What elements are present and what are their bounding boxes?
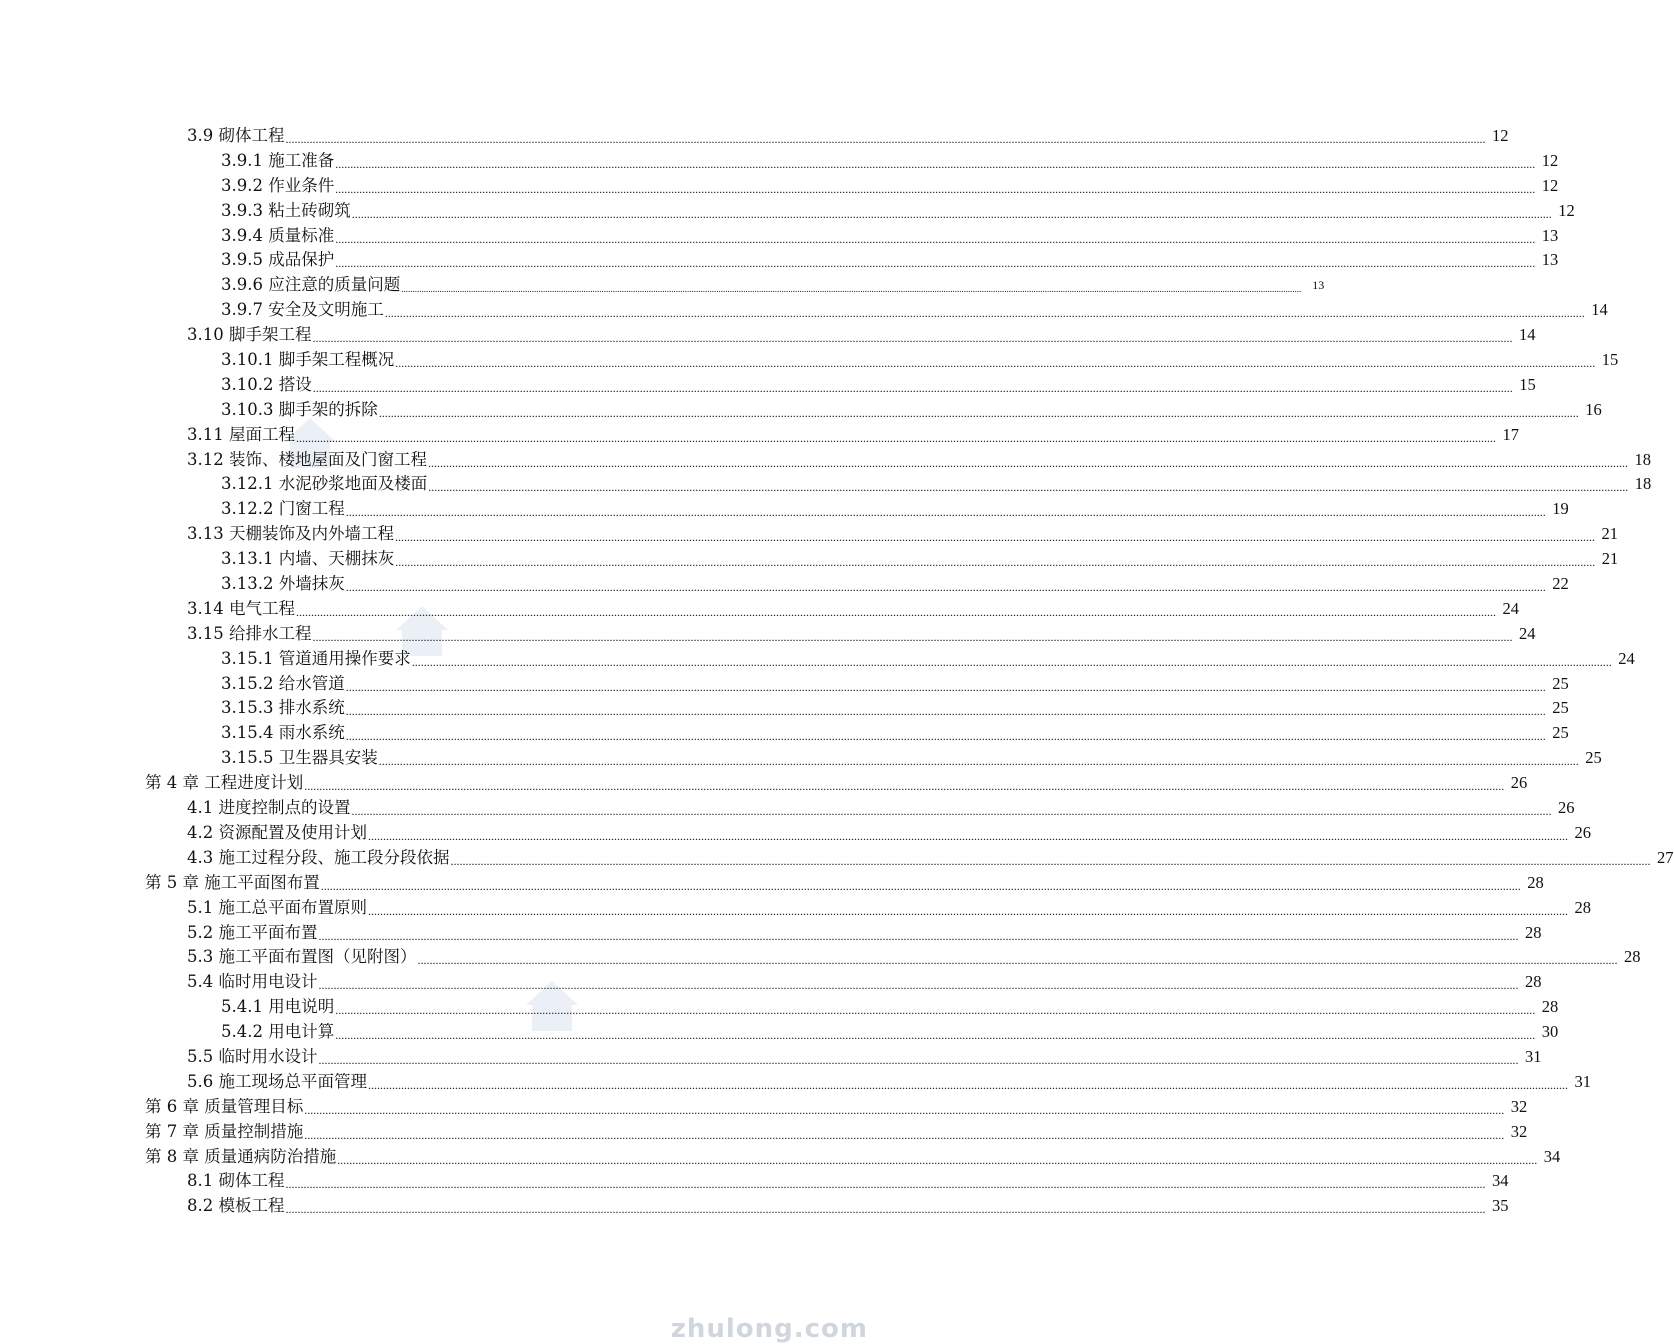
toc-entry-label: 3.9.1 施工准备 (221, 150, 335, 170)
dot-leader: ................................................................................................................................................................................................................................................................................................................................................................................................................ (335, 231, 1536, 246)
dot-leader: ................................................................................................................................................................................................................................................................................................................................................................................................................ (345, 729, 1546, 744)
toc-entry-page: 12 (1492, 126, 1509, 145)
toc-entry[interactable] (0, 248, 1559, 273)
toc-entry[interactable] (0, 945, 1641, 970)
toc-entry[interactable] (0, 696, 1569, 721)
toc-entry[interactable] (0, 448, 1651, 473)
toc-entry[interactable] (0, 846, 1674, 871)
toc-entry-label: 5.4.2 用电计算 (221, 1022, 335, 1042)
toc-entry-label: 3.9.7 安全及文明施工 (221, 300, 384, 320)
toc-entry[interactable] (0, 522, 1618, 547)
toc-entry-label: 3.15.2 给水管道 (221, 673, 345, 693)
toc-entry-label: 3.10 脚手架工程 (187, 325, 312, 345)
toc-entry-label: 3.13 天棚装饰及内外墙工程 (187, 524, 394, 544)
toc-entry-page: 28 (1574, 897, 1591, 917)
toc-entry-page: 18 (1634, 474, 1652, 494)
toc-entry[interactable] (0, 472, 1652, 497)
toc-entry-page: 32 (1510, 1121, 1528, 1141)
dot-leader: ................................................................................................................................................................................................................................................................................................................................................................................................................ (335, 256, 1536, 271)
dot-leader: ................................................................................................................................................................................................................................................................................................................................................................................................................ (384, 306, 1585, 321)
toc-entry-label: 第 8 章 质量通病防治措施 (145, 1146, 337, 1166)
dot-leader: ................................................................................................................................................................................................................................................................................................................................................................................................................ (312, 380, 1513, 395)
toc-entry-page: 28 (1525, 922, 1542, 942)
toc-entry-label: 8.1 砌体工程 (187, 1171, 285, 1191)
toc-entry-label: 8.2 模板工程 (187, 1196, 285, 1216)
toc-entry[interactable] (0, 298, 1608, 323)
toc-entry-page: 26 (1510, 773, 1528, 793)
toc-entry-page: 16 (1585, 399, 1602, 419)
toc-entry-label: 3.9 砌体工程 (187, 126, 285, 145)
toc-entry-page: 25 (1552, 673, 1569, 693)
toc-entry[interactable] (0, 597, 1519, 622)
toc-entry-page: 28 (1525, 972, 1542, 992)
toc-entry-page: 32 (1510, 1096, 1528, 1116)
toc-entry-label: 5.2 施工平面布置 (187, 922, 318, 942)
toc-entry-page: 28 (1624, 947, 1641, 967)
toc-entry-label: 3.13.2 外墙抹灰 (221, 574, 345, 594)
toc-entry-label: 3.14 电气工程 (187, 598, 295, 618)
toc-entry-label: 3.9.4 质量标准 (221, 225, 335, 245)
dot-leader: ................................................................................................................................................................................................................................................................................................................................................................................................................ (295, 430, 1496, 445)
toc-entry[interactable] (0, 124, 1509, 149)
toc-entry[interactable] (0, 373, 1536, 398)
dot-leader: ................................................................................................................................................................................................................................................................................................................................................................................................................ (411, 654, 1612, 669)
toc-entry-page: 25 (1552, 698, 1569, 718)
toc-entry[interactable] (0, 871, 1544, 896)
dot-leader: ................................................................................................................................................................................................................................................................................................................................................................................................................ (304, 779, 1505, 794)
toc-entry[interactable] (0, 1070, 1591, 1095)
dot-leader: ................................................................................................................................................................................................................................................................................................................................................................................................................ (312, 629, 1513, 644)
dot-leader: ................................................................................................................................................................................................................................................................................................................................................................................................................ (417, 953, 1618, 968)
dot-leader: ................................................................................................................................................................................................................................................................................................................................................................................................................ (450, 853, 1651, 868)
toc-entry[interactable] (0, 497, 1569, 522)
toc-entry-page: 31 (1525, 1046, 1542, 1066)
toc-entry[interactable] (0, 423, 1519, 448)
dot-leader: ................................................................................................................................................................................................................................................................................................................................................................................................................ (368, 828, 1568, 843)
dot-leader: ................................................................................................................................................................................................................................................................................................................................................................................................................ (427, 455, 1628, 470)
toc-entry-label: 3.12.1 水泥砂浆地面及楼面 (221, 474, 428, 494)
toc-entry-label: 第 7 章 质量控制措施 (145, 1121, 304, 1141)
toc-entry-label: 3.12 装饰、楼地屋面及门窗工程 (187, 449, 427, 469)
dot-leader: ................................................................................................................................................................................................................................................................................................................................................................................................................ (368, 903, 1568, 918)
toc-entry-page: 31 (1574, 1071, 1591, 1091)
toc-entry-page: 12 (1541, 150, 1559, 170)
dot-leader: ................................................................................................................................................................................................................................................................................................................................................................................................................ (304, 1127, 1505, 1142)
dot-leader: ................................................................................................................................................................................................................................................................................................................................................................................................................ (395, 555, 1596, 570)
toc-entry[interactable] (0, 1194, 1509, 1219)
toc-entry[interactable] (0, 921, 1542, 946)
watermark-text: zhulong.com (670, 1314, 868, 1344)
dot-leader: ................................................................................................................................................................................................................................................................................................................................................................................................................ (378, 754, 1579, 769)
toc-entry[interactable] (0, 721, 1569, 746)
toc-entry-page: 13 (1541, 250, 1559, 270)
dot-leader: ................................................................................................................................................................................................................................................................................................................................................................................................................ (318, 928, 1519, 943)
dot-leader: ................................................................................................................................................................................................................................................................................................................................................................................................................ (394, 530, 1595, 545)
toc-entry-label: 5.4.1 用电说明 (221, 997, 335, 1017)
dot-leader: ................................................................................................................................................................................................................................................................................................................................................................................................................ (304, 1102, 1505, 1117)
toc-entry-page: 26 (1558, 798, 1575, 818)
dot-leader: ................................................................................................................................................................................................................................................................................................................................................................................................................ (337, 1152, 1538, 1167)
toc-entry-label: 第 5 章 施工平面图布置 (145, 872, 320, 892)
toc-entry-page: 28 (1541, 997, 1559, 1017)
toc-entry-page: 15 (1601, 350, 1619, 370)
toc-entry[interactable] (0, 224, 1559, 249)
toc-entry[interactable] (0, 771, 1528, 796)
dot-leader: ................................................................................................................................................................................................................................................................................................................................................................................................................ (335, 181, 1536, 196)
toc-entry-label: 3.12.2 门窗工程 (221, 499, 345, 519)
toc-entry[interactable] (0, 1169, 1509, 1194)
toc-entry-label: 5.1 施工总平面布置原则 (187, 897, 367, 917)
toc-entry-label: 5.4 临时用电设计 (187, 972, 318, 992)
dot-leader: ................................................................................................................................................................................................................................................................................................................................................................................................................ (285, 1202, 1486, 1217)
toc-entry[interactable] (0, 1095, 1528, 1120)
toc-entry-page: 26 (1574, 822, 1591, 842)
dot-leader: ................................................................................................................................................................................................................................................................................................................................................................................................................ (401, 284, 1302, 295)
toc-entry-page: 14 (1518, 325, 1536, 345)
toc-entry[interactable] (0, 1020, 1559, 1045)
toc-entry-page: 24 (1502, 598, 1519, 618)
dot-leader: ................................................................................................................................................................................................................................................................................................................................................................................................................ (335, 1028, 1536, 1043)
dot-leader: ................................................................................................................................................................................................................................................................................................................................................................................................................ (395, 356, 1596, 371)
toc-entry-label: 4.2 资源配置及使用计划 (187, 822, 367, 842)
toc-entry-page: 34 (1492, 1171, 1509, 1191)
toc-entry-label: 第 6 章 质量管理目标 (145, 1096, 304, 1116)
toc-entry[interactable] (0, 995, 1559, 1020)
toc-entry-label: 3.15.4 雨水系统 (221, 723, 345, 743)
toc-entry-page: 19 (1552, 499, 1569, 519)
toc-entry-label: 3.15 给排水工程 (187, 623, 312, 643)
toc-entry-page: 12 (1558, 200, 1575, 220)
toc-entry-label: 3.9.6 应注意的质量问题 (221, 275, 401, 295)
toc-entry-label: 3.11 屋面工程 (187, 424, 295, 444)
toc-entry-label: 3.15.1 管道通用操作要求 (221, 648, 411, 668)
dot-leader: ................................................................................................................................................................................................................................................................................................................................................................................................................ (345, 505, 1546, 520)
dot-leader: ................................................................................................................................................................................................................................................................................................................................................................................................................ (320, 878, 1521, 893)
toc-entry-page: 14 (1591, 300, 1608, 320)
toc-entry-label: 5.5 临时用水设计 (187, 1046, 318, 1066)
toc-entry-page: 27 (1657, 847, 1674, 867)
toc-entry-label: 3.15.5 卫生器具安装 (221, 748, 378, 768)
toc-entry[interactable] (0, 622, 1536, 647)
toc-entry-page: 15 (1519, 374, 1536, 394)
dot-leader: ................................................................................................................................................................................................................................................................................................................................................................................................................ (312, 331, 1513, 346)
dot-leader: ................................................................................................................................................................................................................................................................................................................................................................................................................ (295, 604, 1496, 619)
toc-entry[interactable] (0, 199, 1575, 224)
toc-entry-page: 17 (1502, 424, 1519, 444)
toc-entry-page: 22 (1552, 574, 1569, 594)
toc-entry[interactable] (0, 821, 1591, 846)
toc-entry[interactable] (0, 547, 1619, 572)
dot-leader: ................................................................................................................................................................................................................................................................................................................................................................................................................ (335, 1003, 1536, 1018)
toc-entry[interactable] (0, 348, 1619, 373)
toc-entry-label: 3.9.5 成品保护 (221, 250, 335, 270)
toc-entry-label: 3.9.2 作业条件 (221, 175, 335, 195)
toc-entry-label: 4.1 进度控制点的设置 (187, 798, 351, 818)
toc-entry-page: 21 (1601, 549, 1619, 569)
dot-leader: ................................................................................................................................................................................................................................................................................................................................................................................................................ (345, 679, 1546, 694)
toc-entry-label: 3.10.3 脚手架的拆除 (221, 399, 378, 419)
toc-entry-label: 3.10.2 搭设 (221, 374, 312, 394)
toc-entry[interactable] (0, 323, 1536, 348)
toc-entry-label: 3.15.3 排水系统 (221, 698, 345, 718)
toc-entry-page: 35 (1492, 1196, 1509, 1216)
toc-entry[interactable] (0, 1120, 1528, 1145)
dot-leader: ................................................................................................................................................................................................................................................................................................................................................................................................................ (318, 1052, 1519, 1067)
toc-entry[interactable] (0, 398, 1602, 423)
toc-entry[interactable] (0, 672, 1569, 697)
toc-entry-page: 21 (1601, 524, 1618, 544)
toc-entry-label: 5.6 施工现场总平面管理 (187, 1071, 367, 1091)
toc-entry-page: 24 (1518, 623, 1536, 643)
toc-entry[interactable] (0, 746, 1602, 771)
toc-entry-label: 4.3 施工过程分段、施工段分段依据 (187, 847, 450, 867)
toc-entry-label: 3.13.1 内墙、天棚抹灰 (221, 549, 395, 569)
toc-entry-label: 5.3 施工平面布置图（见附图） (187, 947, 417, 967)
dot-leader: ................................................................................................................................................................................................................................................................................................................................................................................................................ (335, 156, 1536, 171)
toc-entry-page: 18 (1634, 449, 1651, 469)
toc-entry-page: 13 (1541, 225, 1559, 245)
dot-leader: ................................................................................................................................................................................................................................................................................................................................................................................................................ (428, 480, 1629, 495)
dot-leader: ................................................................................................................................................................................................................................................................................................................................................................................................................ (285, 132, 1486, 146)
toc-entry-page: 25 (1552, 723, 1569, 743)
dot-leader: ................................................................................................................................................................................................................................................................................................................................................................................................................ (378, 405, 1579, 420)
toc-entry[interactable] (0, 970, 1542, 995)
toc-entry-page: 25 (1585, 748, 1602, 768)
toc-entry-page: 28 (1527, 872, 1544, 892)
dot-leader: ................................................................................................................................................................................................................................................................................................................................................................................................................ (345, 580, 1546, 595)
dot-leader: ................................................................................................................................................................................................................................................................................................................................................................................................................ (345, 704, 1546, 719)
dot-leader: ................................................................................................................................................................................................................................................................................................................................................................................................................ (285, 1177, 1486, 1192)
toc-entry[interactable] (0, 149, 1559, 174)
dot-leader: ................................................................................................................................................................................................................................................................................................................................................................................................................ (318, 978, 1519, 993)
toc-entry-page: 30 (1541, 1022, 1559, 1042)
toc-entry[interactable] (0, 1145, 1561, 1170)
toc-entry-page: 24 (1618, 648, 1635, 668)
toc-entry[interactable] (0, 1045, 1542, 1070)
toc-entry-page: 12 (1541, 175, 1559, 195)
toc-entry-page: 13 (1312, 278, 1325, 293)
toc-entry-page: 34 (1543, 1146, 1561, 1166)
toc-entry[interactable] (0, 273, 1325, 298)
toc-entry[interactable] (0, 174, 1559, 199)
table-of-contents (0, 124, 1674, 1219)
toc-entry-label: 3.9.3 粘土砖砌筑 (221, 200, 351, 220)
toc-entry-label: 第 4 章 工程进度计划 (145, 773, 304, 793)
toc-entry-label: 3.10.1 脚手架工程概况 (221, 350, 395, 370)
dot-leader: ................................................................................................................................................................................................................................................................................................................................................................................................................ (351, 206, 1552, 221)
dot-leader: ................................................................................................................................................................................................................................................................................................................................................................................................................ (351, 804, 1552, 819)
dot-leader: ................................................................................................................................................................................................................................................................................................................................................................................................................ (368, 1077, 1568, 1092)
toc-entry[interactable] (0, 572, 1569, 597)
toc-entry[interactable] (0, 647, 1635, 672)
toc-entry[interactable] (0, 796, 1575, 821)
toc-entry[interactable] (0, 896, 1591, 921)
